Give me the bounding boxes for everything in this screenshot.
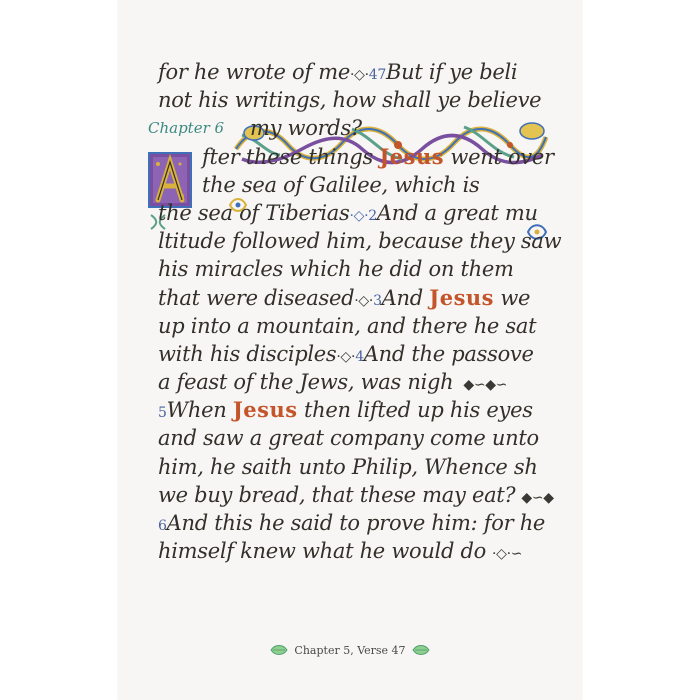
verse-number: 4 — [355, 348, 364, 365]
text-line — [158, 143, 554, 171]
text-line — [158, 312, 550, 340]
text-run: himself knew what he would do — [158, 539, 486, 564]
text-run: we — [494, 285, 531, 310]
text-line — [158, 481, 554, 509]
text-run: fter these things — [202, 144, 380, 169]
leaf-ornament-icon — [412, 644, 430, 656]
text-line — [158, 114, 550, 142]
text-run: then lifted up his eyes — [297, 398, 533, 423]
manuscript-text — [158, 58, 562, 565]
text-run: And this he said to prove him: for he — [166, 511, 546, 535]
text-run: not his writings, how shall ye believe — [158, 88, 542, 113]
text-run: the sea of Galilee, which is — [202, 172, 480, 197]
text-run: a feast of the Jews, was nigh — [158, 370, 454, 395]
verse-number: 2 — [368, 207, 377, 224]
leaf-ornament-icon — [270, 644, 288, 656]
line-ornament: ·◇· — [350, 67, 369, 83]
text-line — [158, 368, 550, 396]
verse-number: 6 — [158, 518, 167, 534]
text-run: ltitude followed him, because they saw — [158, 229, 562, 254]
page-caption — [250, 639, 450, 661]
text-line — [158, 284, 550, 312]
text-line — [158, 340, 550, 368]
text-line — [158, 199, 550, 227]
line-ornament: ·◇· — [349, 207, 369, 224]
text-run: my words? — [250, 116, 362, 141]
text-run: for he wrote of me — [158, 60, 350, 84]
text-run: and saw a great company come unto — [158, 426, 539, 451]
text-run: the sea of Tiberias — [158, 200, 350, 225]
flourish-icon: ◆∽◆ — [521, 489, 554, 506]
text-line — [158, 396, 550, 424]
line-ornament: ·◇· — [336, 348, 356, 365]
verse-number: 47 — [368, 67, 386, 83]
text-run: up into a mountain, and there he sat — [158, 313, 537, 338]
text-line — [158, 537, 550, 565]
text-line — [158, 424, 550, 452]
text-line — [158, 171, 550, 199]
text-line — [158, 453, 550, 481]
flourish-icon: ◆∽◆∽ — [463, 377, 508, 394]
text-run: his miracles which he did on them — [158, 257, 514, 282]
text-line — [158, 86, 550, 114]
text-run: with his disciples — [158, 341, 337, 366]
text-line — [158, 255, 550, 283]
flourish-icon: ·◇·∽ — [491, 546, 523, 563]
text-run: When — [166, 398, 233, 423]
text-run: that were diseased — [158, 285, 355, 310]
text-run: And the passove — [363, 341, 534, 366]
rubric-name: Jesus — [429, 284, 494, 310]
text-run: went over — [444, 144, 554, 169]
text-run: And — [381, 285, 430, 310]
text-run: we buy bread, that these may eat? — [158, 482, 516, 507]
verse-number: 3 — [373, 292, 382, 309]
text-line — [158, 58, 550, 86]
line-ornament: ·◇· — [354, 292, 374, 309]
text-line — [158, 509, 550, 537]
chapter-label: Chapter 6 — [148, 119, 225, 137]
rubric-name: Jesus — [379, 143, 445, 169]
verse-number: 5 — [158, 405, 167, 422]
text-run: And a great mu — [376, 200, 538, 225]
text-line — [158, 227, 562, 255]
text-run: But if ye beli — [386, 60, 518, 84]
rubric-name: Jesus — [232, 397, 298, 423]
caption-text: Chapter 5, Verse 47 — [294, 643, 406, 657]
text-run: him, he saith unto Philip, Whence sh — [158, 454, 538, 479]
